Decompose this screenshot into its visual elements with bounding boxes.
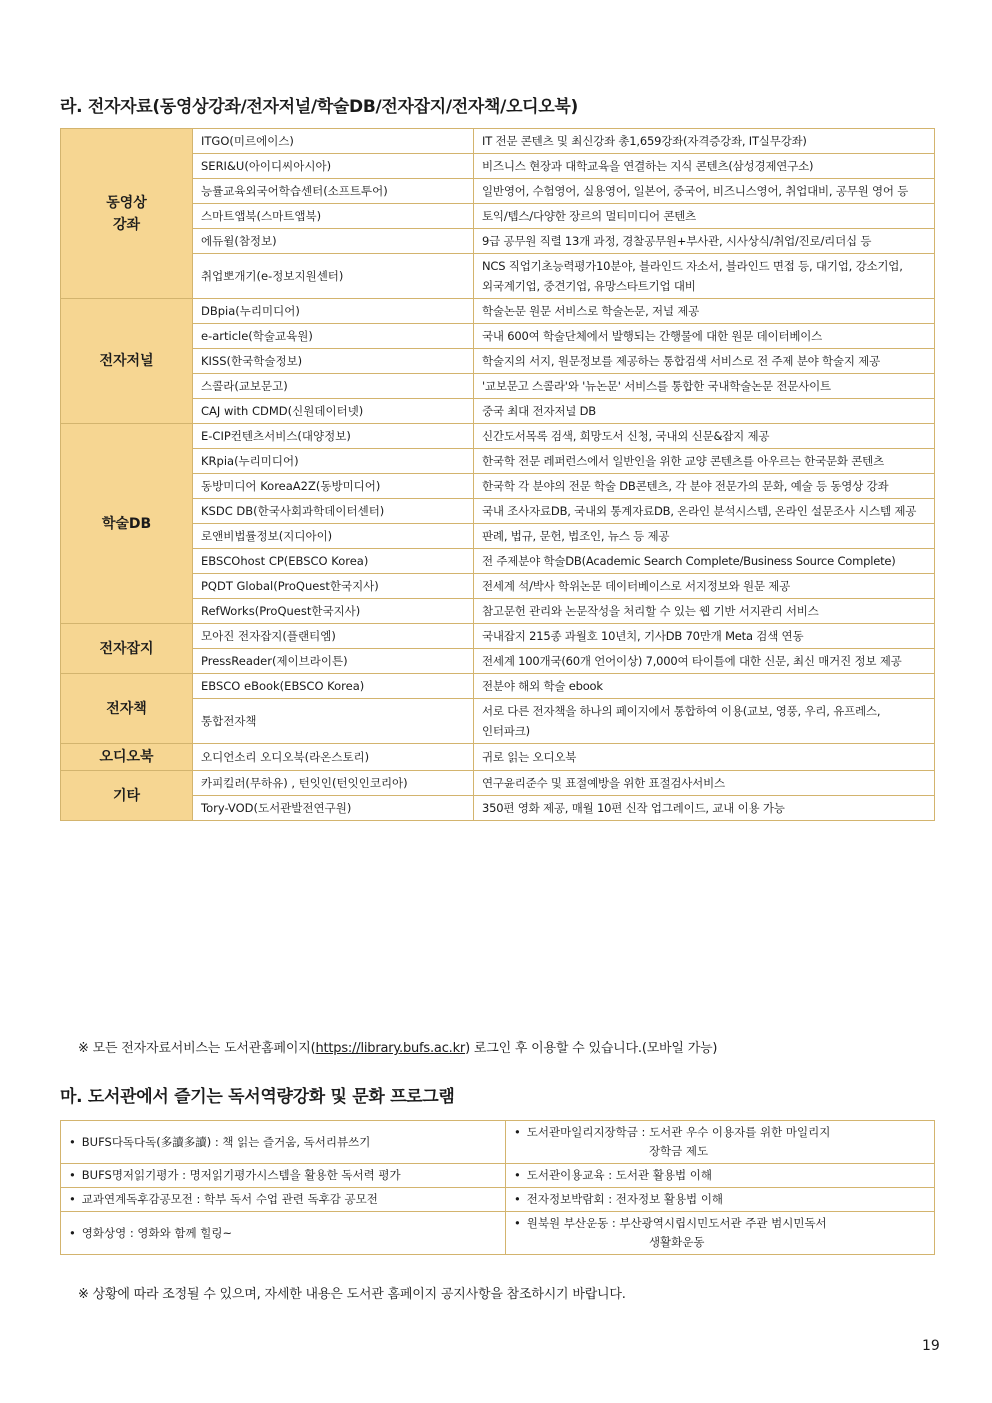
- resource-name: 취업뽀개기(e-정보지원센터): [193, 254, 474, 299]
- category-cell: 전자잡지: [61, 624, 193, 674]
- resource-row: [61, 699, 935, 744]
- resource-name: RefWorks(ProQuest한국지사): [193, 599, 474, 624]
- program-text: 원북원 부산운동 : 부산광역시립시민도서관 주관 범시민독서 생활화운동: [526, 1216, 827, 1249]
- program-row: [61, 1164, 935, 1188]
- bullet-icon: •: [69, 1192, 76, 1206]
- bullet-icon: •: [69, 1225, 76, 1240]
- resource-name: E-CIP컨텐츠서비스(대양정보): [193, 424, 474, 449]
- program-cell: [506, 1212, 935, 1255]
- resource-description: 전분야 해외 학술 ebook: [474, 674, 935, 699]
- resource-description: 중국 최대 전자저널 DB: [474, 399, 935, 424]
- resource-row: [61, 549, 935, 574]
- program-row: [61, 1212, 935, 1255]
- resource-name: KISS(한국학술정보): [193, 349, 474, 374]
- electronic-resources-note: [78, 1037, 717, 1056]
- program-text: BUFS다독다독(多讀多讀) : 책 읽는 즐거움, 독서리뷰쓰기: [81, 1134, 371, 1149]
- resource-name: SERI&U(아이디씨아시아): [193, 154, 474, 179]
- resource-description: 350편 영화 제공, 매월 10편 신작 업그레이드, 교내 이용 가능: [474, 796, 935, 821]
- resource-row: [61, 674, 935, 699]
- program-row: [61, 1121, 935, 1164]
- resource-name: 에듀윌(참정보): [193, 229, 474, 254]
- resource-name: 능률교육외국어학습센터(소프트투어): [193, 179, 474, 204]
- resource-name: 오디언소리 오디오북(라온스토리): [193, 744, 474, 771]
- note-text-after: ) 로그인 후 이용할 수 있습니다.(모바일 가능): [465, 1041, 718, 1056]
- resource-row: [61, 449, 935, 474]
- resource-description: 학술지의 서지, 원문정보를 제공하는 통합검색 서비스로 전 주제 분야 학술지 제공: [474, 349, 935, 374]
- bullet-icon: •: [514, 1125, 521, 1139]
- resource-description: 참고문헌 관리와 논문작성을 처리할 수 있는 웹 기반 서지관리 서비스: [474, 599, 935, 624]
- resource-description: 판례, 법규, 문헌, 법조인, 뉴스 등 제공: [474, 524, 935, 549]
- resource-description: 서로 다른 전자책을 하나의 페이지에서 통합하여 이용(교보, 영풍, 우리, 유프레스, 인터파크): [474, 699, 935, 744]
- resource-name: 카피킬러(무하유) , 턴잇인(턴잇인코리아): [193, 771, 474, 796]
- program-cell: [506, 1121, 935, 1164]
- resource-name: 로앤비법률정보(지디아이): [193, 524, 474, 549]
- resource-description: 신간도서목록 검색, 희망도서 신청, 국내외 신문&잡지 제공: [474, 424, 935, 449]
- resource-description: 귀로 읽는 오디오북: [474, 744, 935, 771]
- resource-name: 모아진 전자잡지(플랜티엠): [193, 624, 474, 649]
- resource-row: [61, 744, 935, 771]
- program-row: [61, 1188, 935, 1212]
- resource-name: e-article(학술교육원): [193, 324, 474, 349]
- resource-name: DBpia(누리미디어): [193, 299, 474, 324]
- resource-row: [61, 624, 935, 649]
- resource-description: 연구윤리준수 및 표절예방을 위한 표절검사서비스: [474, 771, 935, 796]
- program-cell: [61, 1121, 506, 1164]
- category-cell: 전자저널: [61, 299, 193, 424]
- resource-description: 일반영어, 수험영어, 실용영어, 일본어, 중국어, 비즈니스영어, 취업대비, 공무원 영어 등: [474, 179, 935, 204]
- program-text: 도서관이용교육 : 도서관 활용법 이해: [526, 1168, 712, 1182]
- resource-description: 학술논문 원문 서비스로 학술논문, 저널 제공: [474, 299, 935, 324]
- resource-row: [61, 599, 935, 624]
- resource-name: CAJ with CDMD(신원데이터넷): [193, 399, 474, 424]
- program-text: 영화상영 : 영화와 함께 힐링~: [81, 1225, 233, 1240]
- resource-description: IT 전문 콘텐츠 및 최신강좌 총1,659강좌(자격증강좌, IT실무강좌): [474, 129, 935, 154]
- resource-description: 9급 공무원 직렬 13개 과정, 경찰공무원+부사관, 시사상식/취업/진로/리더십 등: [474, 229, 935, 254]
- resource-name: 동방미디어 KoreaA2Z(동방미디어): [193, 474, 474, 499]
- program-cell: [61, 1164, 506, 1188]
- program-cell: [506, 1164, 935, 1188]
- resource-row: [61, 474, 935, 499]
- resource-description: 비즈니스 현장과 대학교육을 연결하는 지식 콘텐츠(삼성경제연구소): [474, 154, 935, 179]
- program-cell: [61, 1212, 506, 1255]
- program-cell: [506, 1188, 935, 1212]
- resource-name: EBSCOhost CP(EBSCO Korea): [193, 549, 474, 574]
- resource-description: 토익/텝스/다양한 장르의 멀티미디어 콘텐츠: [474, 204, 935, 229]
- page-number: 19: [922, 1338, 940, 1354]
- resource-description: 전세계 석/박사 학위논문 데이터베이스로 서지정보와 원문 제공: [474, 574, 935, 599]
- program-cell: [61, 1188, 506, 1212]
- resource-row: [61, 229, 935, 254]
- program-text: BUFS명저읽기평가 : 명저읽기평가시스템을 활용한 독서력 평가: [81, 1168, 401, 1182]
- library-homepage-link[interactable]: https://library.bufs.ac.kr: [315, 1041, 466, 1056]
- resource-row: [61, 574, 935, 599]
- resource-row: [61, 204, 935, 229]
- program-text: 도서관마일리지장학금 : 도서관 우수 이용자를 위한 마일리지 장학금 제도: [526, 1125, 831, 1158]
- resource-row: [61, 324, 935, 349]
- resource-description: 전세계 100개국(60개 언어이상) 7,000여 타이틀에 대한 신문, 최신 매거진 정보 제공: [474, 649, 935, 674]
- category-cell: 동영상 강좌: [61, 129, 193, 299]
- electronic-resources-table: [60, 128, 935, 821]
- resource-description: 국내 600여 학술단체에서 발행되는 간행물에 대한 원문 데이터베이스: [474, 324, 935, 349]
- resource-row: [61, 524, 935, 549]
- resource-name: KRpia(누리미디어): [193, 449, 474, 474]
- resource-row: [61, 499, 935, 524]
- resource-description: '교보문고 스콜라'와 '뉴논문' 서비스를 통합한 국내학술논문 전문사이트: [474, 374, 935, 399]
- resource-row: [61, 154, 935, 179]
- resource-name: KSDC DB(한국사회과학데이터센터): [193, 499, 474, 524]
- resource-description: NCS 직업기초능력평가10분야, 블라인드 자소서, 블라인드 면접 등, 대기업, 강소기업, 외국계기업, 중견기업, 유망스타트기업 대비: [474, 254, 935, 299]
- section-ra-title: 라. 전자자료(동영상강좌/전자저널/학술DB/전자잡지/전자책/오디오북): [60, 97, 579, 117]
- category-cell: 학술DB: [61, 424, 193, 624]
- bullet-icon: •: [514, 1192, 521, 1206]
- section-ma-title: 마. 도서관에서 즐기는 독서역량강화 및 문화 프로그램: [60, 1087, 455, 1107]
- category-cell: 오디오북: [61, 744, 193, 771]
- resource-description: 국내 조사자료DB, 국내외 통계자료DB, 온라인 분석시스템, 온라인 설문조사 시스템 제공: [474, 499, 935, 524]
- resource-row: [61, 424, 935, 449]
- resource-description: 한국학 전문 레퍼런스에서 일반인을 위한 교양 콘텐츠를 아우르는 한국문화 콘텐츠: [474, 449, 935, 474]
- resource-row: [61, 349, 935, 374]
- programs-note: ※ 상황에 따라 조정될 수 있으며, 자세한 내용은 도서관 홈페이지 공지사항을 참조하시기 바랍니다.: [78, 1287, 626, 1302]
- resource-name: PressReader(제이브라이튼): [193, 649, 474, 674]
- resource-row: [61, 796, 935, 821]
- resource-row: [61, 179, 935, 204]
- note-text-before: ※ 모든 전자자료서비스는 도서관홈페이지(: [78, 1041, 316, 1056]
- resource-description: 한국학 각 분야의 전문 학술 DB콘텐츠, 각 분야 전문가의 문화, 예술 등 동영상 강좌: [474, 474, 935, 499]
- resource-name: 스콜라(교보문고): [193, 374, 474, 399]
- category-cell: 기타: [61, 771, 193, 821]
- resource-row: [61, 254, 935, 299]
- resource-name: 스마트앱북(스마트앱북): [193, 204, 474, 229]
- category-cell: 전자책: [61, 674, 193, 744]
- program-text: 교과연계독후감공모전 : 학부 독서 수업 관련 독후감 공모전: [81, 1192, 378, 1206]
- programs-table: [60, 1120, 935, 1255]
- bullet-icon: •: [514, 1216, 521, 1230]
- resource-description: 전 주제분야 학술DB(Academic Search Complete/Business Source Complete): [474, 549, 935, 574]
- resource-row: [61, 649, 935, 674]
- bullet-icon: •: [69, 1168, 76, 1182]
- resource-name: PQDT Global(ProQuest한국지사): [193, 574, 474, 599]
- resource-name: ITGO(미르에이스): [193, 129, 474, 154]
- resource-description: 국내잡지 215종 과월호 10년치, 기사DB 70만개 Meta 검색 연동: [474, 624, 935, 649]
- resource-row: [61, 129, 935, 154]
- resource-row: [61, 299, 935, 324]
- resource-name: Tory-VOD(도서관발전연구원): [193, 796, 474, 821]
- resource-row: [61, 771, 935, 796]
- resource-name: EBSCO eBook(EBSCO Korea): [193, 674, 474, 699]
- bullet-icon: •: [69, 1134, 76, 1149]
- resource-row: [61, 399, 935, 424]
- resource-name: 통합전자책: [193, 699, 474, 744]
- resource-row: [61, 374, 935, 399]
- program-text: 전자정보박람회 : 전자정보 활용법 이해: [526, 1192, 724, 1206]
- bullet-icon: •: [514, 1168, 521, 1182]
